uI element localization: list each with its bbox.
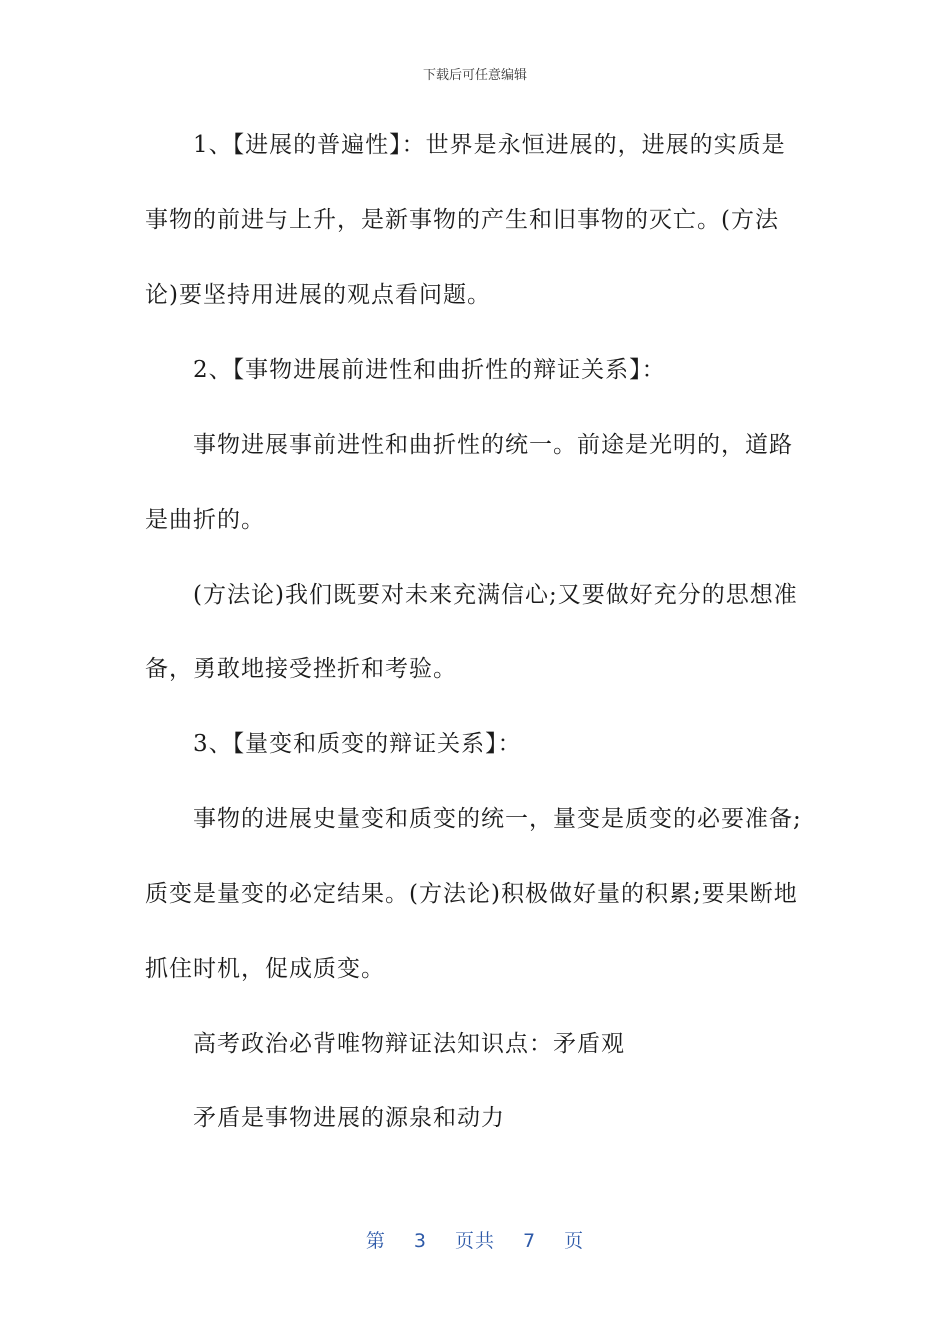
current-page-number: 3: [413, 1230, 427, 1252]
page-number-footer: [0, 1226, 950, 1253]
paragraph-line: 矛盾是事物进展的源泉和动力: [193, 1105, 505, 1131]
footer-middle: 页共: [454, 1230, 495, 1252]
footer-suffix: 页: [564, 1230, 585, 1252]
subsection-title: 高考政治必背唯物辩证法知识点：矛盾观: [193, 1031, 625, 1057]
paragraph-line: 质变是量变的必定结果。(方法论)积极做好量的积累;要果断地: [145, 881, 798, 907]
paragraph-line: 备，勇敢地接受挫折和考验。: [145, 656, 457, 682]
footer-prefix: 第: [365, 1230, 386, 1252]
paragraph-line: 事物进展事前进性和曲折性的统一。前途是光明的，道路: [193, 432, 793, 458]
paragraph-line: 论)要坚持用进展的观点看问题。: [145, 282, 491, 308]
total-page-number: 7: [523, 1230, 537, 1252]
paragraph-line: (方法论)我们既要对未来充满信心;又要做好充分的思想准: [193, 582, 798, 608]
paragraph-line: 事物的前进与上升，是新事物的产生和旧事物的灭亡。(方法: [145, 207, 779, 233]
section-heading: 3、【量变和质变的辩证关系】：: [193, 731, 522, 757]
paragraph-line: 事物的进展史量变和质变的统一，量变是质变的必要准备;: [193, 806, 802, 832]
paragraph-line: 是曲折的。: [145, 507, 265, 533]
paragraph-line: 1、【进展的普遍性】：世界是永恒进展的，进展的实质是: [193, 132, 786, 158]
page-header-note: 下载后可任意编辑: [422, 68, 527, 83]
paragraph-line: 抓住时机，促成质变。: [145, 956, 385, 982]
section-heading: 2、【事物进展前进性和曲折性的辩证关系】：: [193, 357, 666, 383]
